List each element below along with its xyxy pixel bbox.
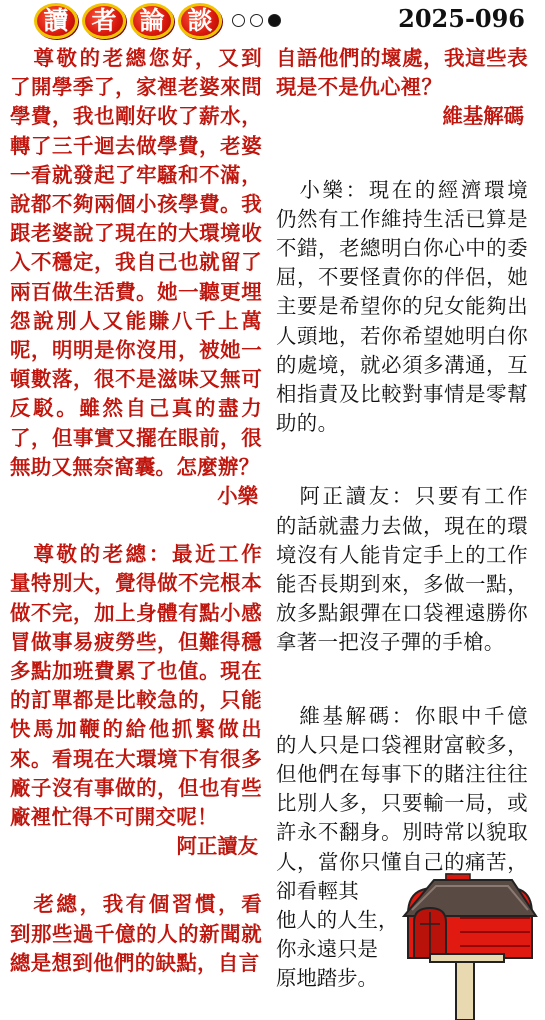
answer-tail-line: 他人的人生，	[276, 908, 399, 933]
title-badge-3: 論	[130, 3, 174, 39]
letter-text: 尊敬的老總：最近工作量特別大，覺得做不完根本做不完，加上身體有點小感冒做事易疲勞些，但難得穩多點加班費累了也值。現在的訂單都是比較急的，只能快馬加鞭的給他抓緊做出來。看現在大環境下有很多廠子沒有事做的，但也有些廠裡忙得不可開交呢！	[10, 542, 262, 830]
letter-text: 尊敬的老總您好，又到了開學季了，家裡老婆來問學費，我也剛好收了薪水，轉了三千迴去做學費，老婆一看就發起了牢騷和不滿，說都不夠兩個小孩學費。我跟老婆說了現在的大環境收入不穩定，我自己也就留了兩百做生活費。她一聽更埋怨說別人又能賺八千上萬呢，明明是你沒用，被她一頓數落，很不是滋味又無可反駁。雖然自己真的盡力了，但事實又擺在眼前，很無助又無奈窩囊。怎麼辦？	[10, 46, 262, 479]
left-column	[10, 44, 262, 978]
title-badge-4: 談	[178, 3, 222, 39]
answer-text: 小樂：現在的經濟環境仍然有工作維持生活已算是不錯，老總明白你心中的委屈，不要怪責你的伴侶，她主要是希望你的兒女能夠出人頭地，若你希望她明白你的處境，就必須多溝通，互相指責及比較對事情是零幫助的。	[276, 177, 528, 436]
hollow-dot-icon	[250, 14, 263, 27]
letter-text: 老總，我有個習慣，看到那些過千億的人的新聞就總是想到他們的缺點，自言	[10, 892, 262, 975]
answer-text: 維基解碼：你眼中千億的人只是口袋裡財富較多，但他們在每事下的賭注往往比別人多，只要輸一局，或許永不翻身。別時常以貌取人，當你只懂自己的痛苦，卻看輕其	[276, 703, 528, 903]
issue-number: 2025-096	[398, 4, 525, 33]
filled-dot-icon	[268, 14, 281, 27]
letter-signature: 維基解碼	[442, 104, 524, 129]
answer-tail	[276, 906, 406, 994]
answer-text: 阿正讀友：只要有工作的話就盡力去做，現在的環境沒有人能肯定手上的工作能否長期到來，多做一點，放多點銀彈在口袋裡遠勝你拿著一把沒子彈的手槍。	[276, 484, 528, 655]
hollow-dot-icon	[232, 14, 245, 27]
mailbox-icon	[400, 862, 540, 1020]
letter-text: 自語他們的壞處，我這些表現是不是仇心裡？	[276, 46, 528, 100]
answer-tail-line: 原地踏步。	[276, 966, 378, 991]
title-badge-2: 者	[82, 3, 126, 39]
answer-1	[276, 176, 528, 439]
letter-signature: 阿正讀友	[176, 834, 258, 859]
decorative-dots	[232, 10, 286, 29]
letter-3-part-1	[10, 890, 262, 978]
title-badge-1: 讀	[34, 3, 78, 39]
answer-2	[276, 482, 528, 657]
header	[0, 0, 545, 42]
letter-signature: 小樂	[217, 484, 258, 509]
letter-1	[10, 44, 262, 511]
right-column	[276, 44, 528, 994]
letter-3-part-2	[276, 44, 528, 132]
letter-2	[10, 540, 262, 861]
answer-tail-line: 你永遠只是	[276, 937, 378, 962]
